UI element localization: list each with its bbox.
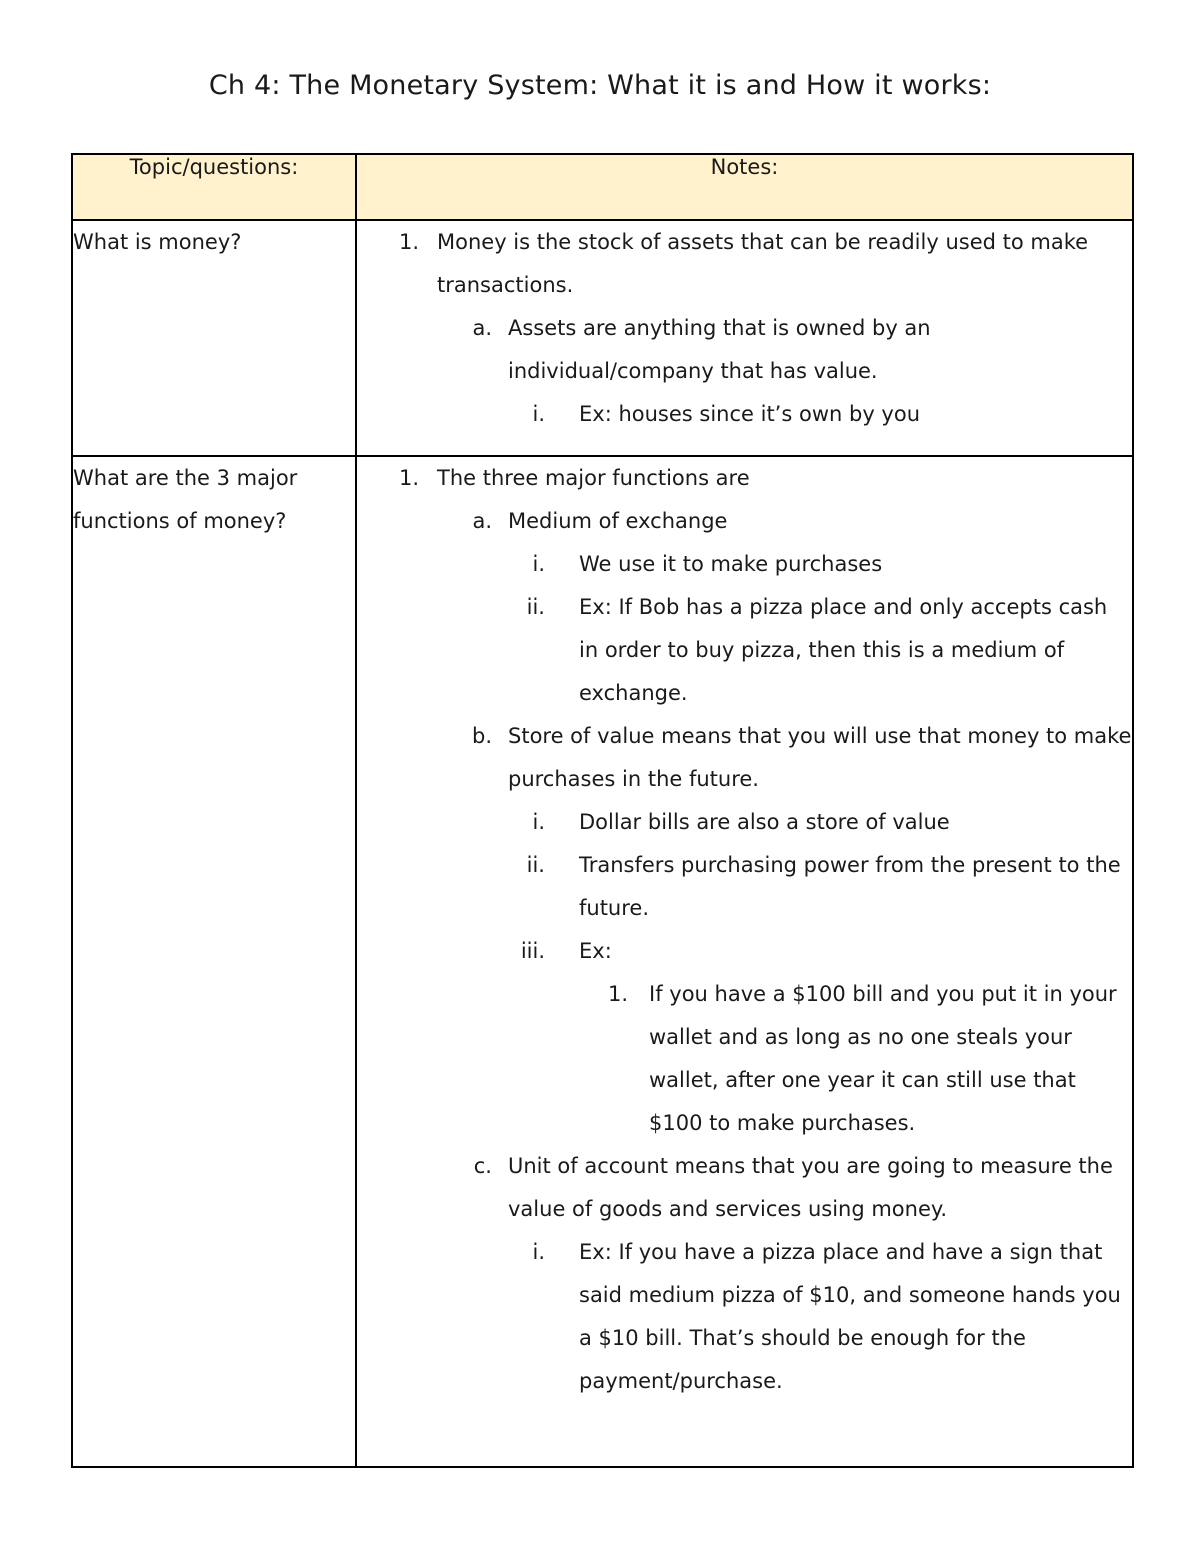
list-item-text: Ex: If Bob has a pizza place and only accepts cash in order to buy pizza, then this is a medium of exchange. xyxy=(579,595,1108,705)
list-item xyxy=(357,1145,1132,1231)
list-item xyxy=(357,221,1132,307)
notes-cell xyxy=(356,456,1133,1467)
cornell-notes-table xyxy=(71,153,1134,1468)
list-item-text: We use it to make purchases xyxy=(579,552,883,576)
list-item-text: Ex: xyxy=(579,939,612,963)
list-item xyxy=(357,801,1132,844)
list-item xyxy=(357,844,1132,930)
list-marker: a. xyxy=(472,509,492,533)
list-marker: c. xyxy=(473,1154,492,1178)
list-item-text: The three major functions are xyxy=(437,466,750,490)
topic-cell: What is money? xyxy=(72,220,356,456)
notes-column-header: Notes: xyxy=(356,154,1133,220)
list-item-text: Ex: If you have a pizza place and have a sign that said medium pizza of $10, and someone hands you a $10 bill. That’s should be enough for the payment/purchase. xyxy=(579,1240,1121,1393)
list-item xyxy=(357,715,1132,801)
list-item-text: Unit of account means that you are going to measure the value of goods and services using money. xyxy=(508,1154,1113,1221)
topic-cell: What are the 3 major functions of money? xyxy=(72,456,356,1467)
list-item xyxy=(357,457,1132,500)
list-marker: b. xyxy=(471,724,492,748)
list-item-text: Store of value means that you will use that money to make purchases in the future. xyxy=(508,724,1132,791)
list-marker: i. xyxy=(532,810,545,834)
list-item xyxy=(357,393,1132,436)
list-marker: i. xyxy=(532,552,545,576)
list-marker: a. xyxy=(472,316,492,340)
list-marker: iii. xyxy=(520,939,545,963)
list-item xyxy=(357,500,1132,543)
notes-cell xyxy=(356,220,1133,456)
list-item xyxy=(357,930,1132,973)
list-item-text: Transfers purchasing power from the present to the future. xyxy=(579,853,1121,920)
list-item-text: Dollar bills are also a store of value xyxy=(579,810,950,834)
list-item xyxy=(357,543,1132,586)
page-title: Ch 4: The Monetary System: What it is and How it works: xyxy=(208,70,992,101)
topic-column-header: Topic/questions: xyxy=(72,154,356,220)
list-item xyxy=(357,973,1132,1145)
table-row xyxy=(72,456,1133,1467)
list-marker: 1. xyxy=(398,466,419,490)
list-item-text: Money is the stock of assets that can be readily used to make transactions. xyxy=(437,230,1089,297)
list-item-text: Ex: houses since it’s own by you xyxy=(579,402,921,426)
list-item-text: If you have a $100 bill and you put it in your wallet and as long as no one steals your wallet, after one year it can still use that $100 to make purchases. xyxy=(649,982,1117,1135)
list-item-text: Medium of exchange xyxy=(508,509,728,533)
list-marker: ii. xyxy=(526,595,545,619)
list-marker: 1. xyxy=(398,230,419,254)
list-marker: ii. xyxy=(526,853,545,877)
list-marker: i. xyxy=(532,402,545,426)
list-item-text: Assets are anything that is owned by an individual/company that has value. xyxy=(508,316,931,383)
list-marker: i. xyxy=(532,1240,545,1264)
table-header-row xyxy=(72,154,1133,220)
list-item xyxy=(357,586,1132,715)
list-item xyxy=(357,307,1132,393)
list-marker: 1. xyxy=(607,982,628,1006)
list-item xyxy=(357,1231,1132,1403)
table-row xyxy=(72,220,1133,456)
